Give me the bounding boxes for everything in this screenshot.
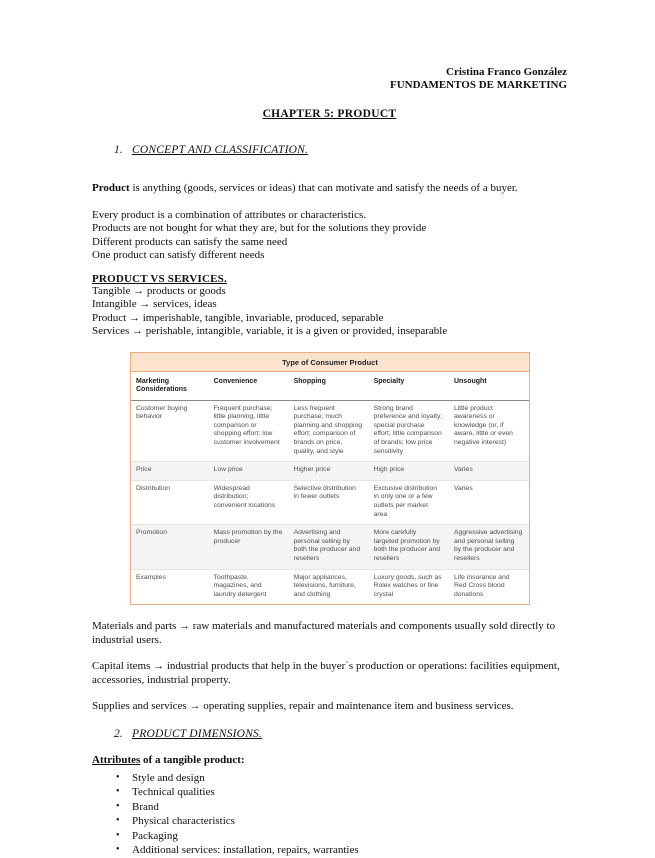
section-1-number: 1. — [114, 144, 123, 156]
table-row — [131, 400, 529, 462]
product-definition — [92, 182, 567, 196]
document-header — [92, 66, 567, 92]
table-cell: Life insurance and Red Cross blood donations — [453, 573, 510, 598]
row-label: Distribution — [131, 480, 209, 524]
product-definition-text: is anything (goods, services or ideas) that can motivate and satisfy the needs of a buyer. — [129, 182, 518, 194]
col-header-unsought: Unsought — [449, 372, 529, 401]
table-cell: Low price — [209, 462, 289, 481]
attributes-heading-underlined: Attributes — [92, 753, 141, 766]
course-line: FUNDAMENTOS DE MARKETING — [389, 79, 567, 91]
table-header-row — [131, 372, 529, 401]
product-point: Products are not bought for what they are, but for the solutions they provide — [92, 222, 427, 234]
table-row — [131, 569, 529, 604]
product-points — [92, 209, 567, 263]
product-point: Every product is a combination of attributes or characteristics. — [92, 208, 366, 221]
table-cell: Varies — [449, 462, 529, 481]
table-cell: More carefully targeted promotion by both the producer and resellers — [369, 525, 449, 569]
table-row — [131, 525, 529, 569]
attributes-heading — [92, 754, 567, 766]
pvs-line: Services → perishable, intangible, variable, it is a given or provided, inseparable — [92, 325, 448, 337]
col-header-shopping: Shopping — [289, 372, 369, 401]
chapter-title: CHAPTER 5: PRODUCT — [262, 108, 397, 120]
pvs-line: Product → imperishable, tangible, invariable, produced, separable — [92, 311, 384, 324]
col-header-specialty: Specialty — [369, 372, 449, 401]
attribute-item: • Packaging — [116, 829, 567, 844]
table-cell: Strong brand preference and loyalty; special purchase effort; little comparison of brands; low price sensitivity — [369, 400, 449, 462]
table-cell: Advertising and personal selling by both the producer and resellers — [289, 525, 369, 569]
table-cell: Mass promotion by the producer — [209, 525, 289, 569]
table-cell: Frequent purchase; little planning, little comparison or shopping effort; low customer involvement — [209, 400, 289, 462]
section-2-number: 2. — [114, 727, 123, 740]
attribute-item: • Additional services: installation, repairs, warranties — [116, 843, 567, 858]
product-vs-services-heading: PRODUCT VS SERVICES. — [92, 272, 227, 285]
section-2-heading — [92, 728, 567, 740]
table-cell: Aggressive advertising and personal selling by the producer and resellers — [449, 525, 529, 569]
table-cell: Selective distribution in fewer outlets — [289, 480, 369, 524]
capital-items-paragraph: Capital items → industrial products that help in the buyer´s production or operations: facilities equipment, accessories, industrial property. — [92, 660, 560, 686]
col-header-marketing-considerations: Marketing Considerations — [131, 372, 209, 401]
product-point: One product can satisfy different needs — [92, 249, 265, 261]
table-cell: Higher price — [289, 462, 369, 481]
table-cell: Toothpaste, magazines, and laundry detergent — [213, 573, 267, 598]
row-label: Promotion — [131, 525, 209, 569]
section-1-heading — [92, 144, 567, 156]
table-cell: High price — [369, 462, 449, 481]
table-cell: Widespread distribution; convenient locations — [209, 480, 289, 524]
row-label: Price — [131, 462, 209, 481]
row-label: Customer buying behavior — [131, 400, 209, 462]
attributes-list — [92, 771, 567, 858]
consumer-product-table — [130, 352, 530, 606]
section-2-title: PRODUCT DIMENSIONS. — [132, 727, 263, 740]
attribute-item: • Physical characteristics — [116, 814, 567, 829]
product-vs-services-lines — [92, 285, 567, 339]
table-cell: Little product awareness or knowledge (or, if aware, little or even negative interest) — [449, 400, 529, 462]
table-cell: Luxury goods, such as Rolex watches or fine crystal — [373, 573, 442, 598]
table-cell: Varies — [449, 480, 529, 524]
table-cell: Less frequent purchase; much planning and shopping effort; comparison of brands on price, quality, and style — [289, 400, 369, 462]
product-definition-term: Product — [92, 182, 130, 194]
table-grid — [131, 372, 529, 605]
table-cell: Exclusive distribution in only one or a few outlets per market area — [369, 480, 449, 524]
materials-and-parts-paragraph: Materials and parts → raw materials and manufactured materials and components usually sold directly to industrial users. — [92, 620, 556, 646]
author-line: Cristina Franco González — [446, 66, 567, 78]
col-header-convenience: Convenience — [209, 372, 289, 401]
section-1-title: CONCEPT AND CLASSIFICATION. — [132, 144, 309, 156]
attributes-heading-rest: of a tangible product: — [140, 753, 245, 766]
product-point: Different products can satisfy the same need — [92, 235, 288, 248]
attribute-item: • Brand — [116, 800, 567, 815]
table-title: Type of Consumer Product — [131, 353, 529, 372]
table-row — [131, 462, 529, 481]
pvs-line: Intangible → services, ideas — [92, 298, 217, 310]
row-label: Examples — [136, 573, 166, 581]
attribute-item: • Style and design — [116, 771, 567, 786]
supplies-and-services-paragraph: Supplies and services → operating supplies, repair and maintenance item and business services. — [92, 700, 514, 713]
table-row — [131, 480, 529, 524]
pvs-line: Tangible → products or goods — [92, 284, 226, 297]
attribute-item: • Technical qualities — [116, 785, 567, 800]
table-cell: Major appliances, televisions, furniture, and clothing — [293, 573, 356, 598]
